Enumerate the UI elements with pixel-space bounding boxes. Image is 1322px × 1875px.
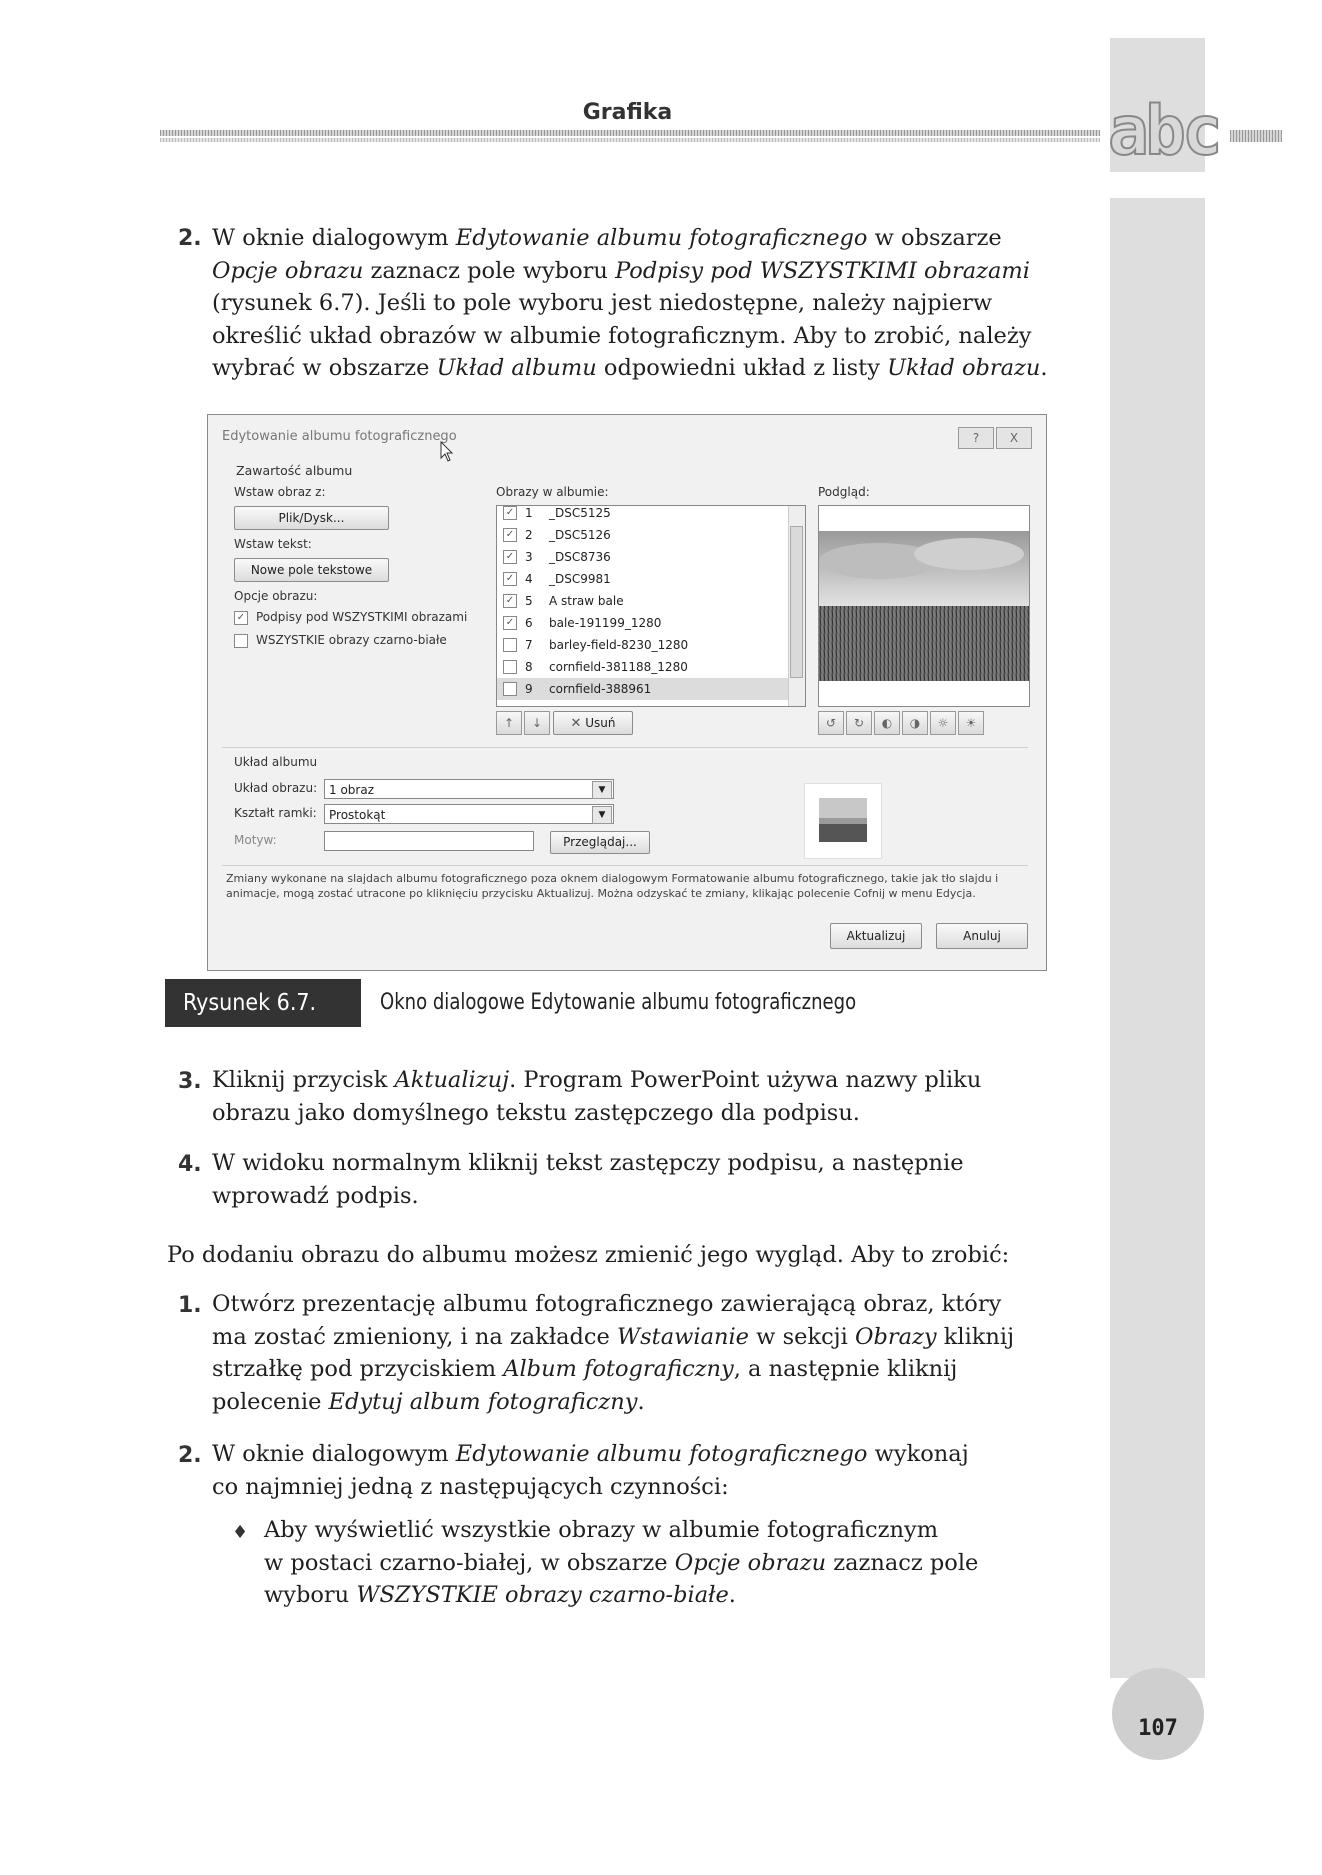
text-line: ma zostać zmieniony, i na zakładce Wstawianie w sekcji Obrazy kliknij <box>212 1323 1015 1350</box>
image-checkbox[interactable]: ✓ <box>503 616 517 630</box>
image-checkbox[interactable] <box>503 682 517 696</box>
step-text <box>212 1438 1092 1503</box>
list-scroll-thumb[interactable] <box>790 526 803 678</box>
captions-checkbox[interactable]: ✓ <box>234 611 248 625</box>
frame-shape-value: Prostokąt <box>329 808 386 822</box>
image-checkbox[interactable] <box>503 660 517 674</box>
image-index: 6 <box>525 616 533 630</box>
image-index: 1 <box>525 506 533 520</box>
image-index: 7 <box>525 638 533 652</box>
step-text <box>212 1147 1092 1212</box>
text-line: wyboru WSZYSTKIE obrazy czarno-białe. <box>264 1582 736 1608</box>
image-index: 9 <box>525 682 533 696</box>
black-white-option-label: WSZYSTKIE obrazy czarno-białe <box>256 633 447 647</box>
theme-label: Motyw: <box>234 833 277 847</box>
step-text <box>212 222 1092 385</box>
contrast-down-icon[interactable]: ◑ <box>902 711 928 735</box>
image-name: cornfield-388961 <box>549 682 652 696</box>
image-checkbox[interactable]: ✓ <box>503 506 517 520</box>
album-image-list[interactable] <box>496 505 806 707</box>
page-number-badge <box>1112 1668 1204 1760</box>
cornfield-preview-image <box>819 506 1029 706</box>
image-checkbox[interactable]: ✓ <box>503 572 517 586</box>
list-item[interactable] <box>497 612 789 634</box>
step-number: 4. <box>178 1152 202 1177</box>
picture-layout-value: 1 obraz <box>329 783 374 797</box>
text-line: wybrać w obszarze Układ albumu odpowiedni układ z listy Układ obrazu. <box>212 355 1048 381</box>
insert-image-label: Wstaw obraz z: <box>234 485 326 499</box>
list-item[interactable] <box>497 656 789 678</box>
new-textbox-button[interactable]: Nowe pole tekstowe <box>234 558 389 582</box>
image-name: _DSC5125 <box>549 506 611 520</box>
intro-paragraph: Po dodaniu obrazu do albumu możesz zmienić jego wygląd. Aby to zrobić: <box>167 1242 1010 1268</box>
frame-shape-label: Kształt ramki: <box>234 806 317 820</box>
image-name: bale-191199_1280 <box>549 616 662 630</box>
layout-thumbnail <box>804 783 882 859</box>
text-line: obrazu jako domyślnego tekstu zastępczego dla podpisu. <box>212 1099 860 1126</box>
bullet-text <box>264 1514 1094 1612</box>
rotate-right-icon[interactable]: ↻ <box>846 711 872 735</box>
chevron-down-icon[interactable]: ▼ <box>592 806 612 824</box>
preview-label: Podgląd: <box>818 485 870 499</box>
image-index: 5 <box>525 594 533 608</box>
image-name: barley-field-8230_1280 <box>549 638 689 652</box>
bullet-diamond-icon: ♦ <box>232 1522 249 1543</box>
picture-layout-select[interactable] <box>324 779 614 799</box>
layout-separator <box>222 747 1028 748</box>
image-name: A straw bale <box>549 594 624 608</box>
list-item[interactable] <box>497 634 789 656</box>
text-line: W oknie dialogowym Edytowanie albumu fotograficznego wykonaj <box>212 1441 969 1467</box>
image-checkbox[interactable] <box>503 638 517 652</box>
chevron-down-icon[interactable]: ▼ <box>592 781 612 799</box>
cancel-button[interactable]: Anuluj <box>936 923 1028 949</box>
text-line: W widoku normalnym kliknij tekst zastępczy podpisu, a następnie <box>212 1150 964 1176</box>
album-layout-heading: Układ albumu <box>234 755 318 769</box>
album-content-heading: Zawartość albumu <box>236 463 353 478</box>
mouse-cursor-icon <box>440 441 454 463</box>
image-preview <box>818 505 1030 707</box>
browse-button[interactable]: Przeglądaj... <box>550 831 650 854</box>
text-line: w postaci czarno-białej, w obszarze Opcje obrazu zaznacz pole <box>264 1549 979 1576</box>
text-line: polecenie Edytuj album fotograficzny. <box>212 1388 645 1415</box>
text-line: Kliknij przycisk Aktualizuj. Program PowerPoint używa nazwy pliku <box>212 1067 982 1093</box>
black-white-checkbox[interactable] <box>234 634 248 648</box>
abc-logo: abc <box>1108 92 1219 171</box>
image-index: 3 <box>525 550 533 564</box>
remove-x-icon: ✕ <box>570 716 582 731</box>
step-number: 2. <box>178 226 202 251</box>
text-line: W oknie dialogowym Edytowanie albumu fotograficznego w obszarze <box>212 225 1002 251</box>
text-line: Opcje obrazu zaznacz pole wyboru Podpisy pod WSZYSTKIMI obrazami <box>212 257 1030 284</box>
image-name: cornfield-381188_1280 <box>549 660 688 674</box>
header-rule-lower <box>160 138 1100 142</box>
list-scrollbar[interactable] <box>788 506 805 706</box>
file-disk-button[interactable]: Plik/Dysk... <box>234 506 389 530</box>
list-item[interactable] <box>497 568 789 590</box>
step-number: 1. <box>178 1293 202 1318</box>
image-checkbox[interactable]: ✓ <box>503 550 517 564</box>
note-separator <box>222 865 1028 866</box>
text-line: Otwórz prezentację albumu fotograficznego zawierającą obraz, który <box>212 1291 1002 1317</box>
page-number: 107 <box>1138 1716 1178 1741</box>
rotate-left-icon[interactable]: ↺ <box>818 711 844 735</box>
photo-album-dialog <box>207 414 1047 971</box>
sidebar-band <box>1110 38 1205 1678</box>
text-line: co najmniej jedną z następujących czynności: <box>212 1473 729 1500</box>
running-head: Grafika <box>582 100 673 125</box>
figure-caption: Okno dialogowe Edytowanie albumu fotograficznego <box>380 990 857 1015</box>
image-index: 8 <box>525 660 533 674</box>
image-checkbox[interactable]: ✓ <box>503 528 517 542</box>
picture-layout-label: Układ obrazu: <box>234 781 318 795</box>
list-item[interactable] <box>497 505 789 524</box>
contrast-up-icon[interactable]: ◐ <box>874 711 900 735</box>
text-line: Aby wyświetlić wszystkie obrazy w albumie fotograficznym <box>264 1517 939 1543</box>
remove-button[interactable] <box>553 711 633 735</box>
list-item[interactable] <box>497 524 789 546</box>
move-up-button[interactable]: ↑ <box>496 711 522 735</box>
text-line: strzałkę pod przyciskiem Album fotograficzny, a następnie kliknij <box>212 1356 958 1382</box>
image-options-label: Opcje obrazu: <box>234 589 318 603</box>
list-item[interactable] <box>497 546 789 568</box>
update-button[interactable]: Aktualizuj <box>830 923 922 949</box>
text-line: określić układ obrazów w albumie fotograficznym. Aby to zrobić, należy <box>212 322 1032 349</box>
captions-option-label: Podpisy pod WSZYSTKIMI obrazami <box>256 610 468 624</box>
insert-text-label: Wstaw tekst: <box>234 537 312 551</box>
step-number: 3. <box>178 1069 202 1094</box>
layout-thumbnail-image <box>805 784 881 858</box>
dialog-note: Zmiany wykonane na slajdach albumu fotograficznego poza oknem dialogowym Formatowanie albumu fotograficznego, takie jak tło slajdu i animacje, mogą zostać utracone po kliknięciu przycisku Aktualizuj. Można odzyskać te zmiany, klikając polecenie Cofnij w menu Edycja. <box>226 872 999 900</box>
step-number: 2. <box>178 1443 202 1468</box>
text-line: wprowadź podpis. <box>212 1182 419 1209</box>
sidebar-gap <box>1110 172 1205 198</box>
help-button[interactable]: ? <box>958 427 994 449</box>
close-button[interactable]: X <box>996 427 1032 449</box>
figure-label: Rysunek 6.7. <box>165 979 361 1027</box>
header-rule <box>160 130 1100 136</box>
image-index: 4 <box>525 572 533 586</box>
image-name: _DSC9981 <box>549 572 611 586</box>
list-item[interactable] <box>497 590 789 612</box>
step-text <box>212 1064 1092 1129</box>
theme-input[interactable] <box>324 831 534 851</box>
image-checkbox[interactable]: ✓ <box>503 594 517 608</box>
image-name: _DSC5126 <box>549 528 611 542</box>
step-text <box>212 1288 1092 1418</box>
dialog-title: Edytowanie albumu fotograficznego <box>222 429 457 444</box>
text-line: (rysunek 6.7). Jeśli to pole wyboru jest niedostępne, należy najpierw <box>212 290 993 316</box>
image-index: 2 <box>525 528 533 542</box>
move-down-button[interactable]: ↓ <box>524 711 550 735</box>
list-item[interactable] <box>497 678 789 700</box>
brightness-up-icon[interactable]: ☼ <box>930 711 956 735</box>
frame-shape-select[interactable] <box>324 804 614 824</box>
remove-label: Usuń <box>585 716 616 730</box>
image-name: _DSC8736 <box>549 550 611 564</box>
images-in-album-label: Obrazy w albumie: <box>496 485 609 499</box>
brightness-down-icon[interactable]: ☀ <box>958 711 984 735</box>
